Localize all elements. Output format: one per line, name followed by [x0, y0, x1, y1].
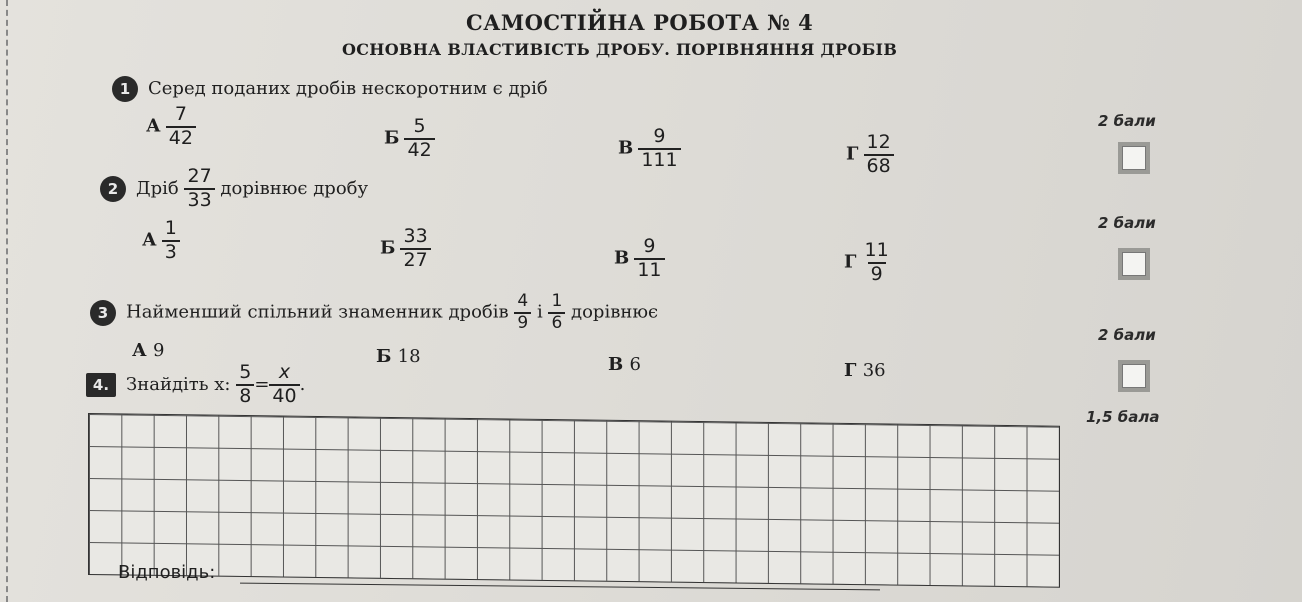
q1-option-b[interactable]: [384, 116, 435, 162]
q2-option-d[interactable]: [844, 240, 892, 286]
question-1-score-box[interactable]: [1122, 146, 1146, 170]
question-3-score-box[interactable]: [1122, 364, 1146, 388]
option-letter: Г: [844, 251, 857, 273]
fraction: $\frac{1}{3}$: [162, 218, 180, 264]
question-1-text: Серед поданих дробів нескоротним є дріб: [148, 78, 548, 99]
question-1-number: 1: [112, 76, 138, 102]
answer-grid[interactable]: [88, 413, 1060, 588]
q1-option-c[interactable]: [618, 126, 681, 172]
question-4-fraction-left: $\frac{5}{8}$: [236, 362, 254, 408]
question-2: [100, 166, 368, 212]
q3-option-d[interactable]: [844, 360, 886, 381]
question-3-fraction-2: $\frac{1}{6}$: [548, 292, 565, 333]
question-1: [112, 76, 548, 102]
question-3-number: 3: [90, 300, 116, 326]
question-4-period: .: [299, 373, 306, 395]
question-3-points: 2 бали: [1098, 326, 1156, 344]
question-3-fraction-1: $\frac{4}{9}$: [514, 292, 531, 333]
q2-option-b[interactable]: [380, 226, 431, 272]
option-value: 36: [862, 360, 886, 381]
option-letter: В: [608, 354, 624, 375]
fraction: $\frac{5}{42}$: [404, 116, 434, 162]
fraction: $\frac{11}{9}$: [864, 239, 889, 285]
page-subtitle: ОСНОВНА ВЛАСТИВІСТЬ ДРОБУ. ПОРІВНЯННЯ ДРОБІВ: [342, 40, 898, 59]
question-3-text-after: дорівнює: [571, 301, 659, 323]
question-4-equals: =: [254, 373, 270, 395]
question-2-text-before: Дріб: [136, 177, 179, 199]
q2-option-a[interactable]: [142, 218, 180, 264]
question-3: [90, 292, 658, 333]
question-2-score-box[interactable]: [1122, 252, 1146, 276]
option-letter: Б: [380, 237, 396, 259]
option-letter: Б: [384, 127, 400, 149]
option-letter: А: [142, 229, 157, 251]
q1-option-d[interactable]: [846, 132, 894, 178]
question-3-connector: і: [536, 301, 543, 323]
binding-dashed-line: [6, 0, 8, 602]
question-4-fraction-right: $\frac{x}{40}$: [269, 362, 299, 408]
question-4: [86, 362, 305, 408]
question-2-points: 2 бали: [1098, 214, 1156, 232]
option-value: 9: [152, 340, 165, 361]
fraction: $\frac{9}{111}$: [638, 126, 680, 172]
page-title: САМОСТІЙНА РОБОТА № 4: [466, 10, 814, 35]
option-value: 6: [629, 354, 641, 375]
fraction: $\frac{7}{42}$: [166, 104, 196, 150]
question-2-fraction: $\frac{27}{33}$: [184, 166, 214, 212]
option-letter: Г: [846, 143, 859, 165]
option-letter: В: [614, 247, 630, 269]
question-3-text-before: Найменший спільний знаменник дробів: [126, 301, 509, 323]
q1-option-a[interactable]: [146, 104, 196, 150]
question-4-text: Знайдіть x:: [126, 373, 231, 395]
question-2-number: 2: [100, 176, 126, 202]
q3-option-a[interactable]: [132, 340, 164, 361]
q3-option-c[interactable]: [608, 354, 641, 375]
question-2-text-after: дорівнює дробу: [220, 177, 369, 199]
question-4-points: 1,5 бала: [1086, 408, 1160, 426]
fraction: $\frac{9}{11}$: [634, 236, 664, 282]
fraction: $\frac{12}{68}$: [864, 132, 894, 178]
q2-option-c[interactable]: [614, 236, 665, 282]
fraction: $\frac{33}{27}$: [400, 226, 430, 272]
answer-label: Відповідь:: [118, 562, 216, 583]
question-4-number: 4.: [86, 373, 116, 397]
option-letter: Г: [844, 360, 857, 381]
q3-option-b[interactable]: [376, 346, 421, 367]
option-letter: А: [146, 115, 161, 137]
option-letter: А: [132, 340, 147, 361]
option-value: 18: [397, 346, 421, 367]
option-letter: Б: [376, 346, 392, 367]
option-letter: В: [618, 137, 634, 159]
question-1-points: 2 бали: [1098, 112, 1156, 130]
